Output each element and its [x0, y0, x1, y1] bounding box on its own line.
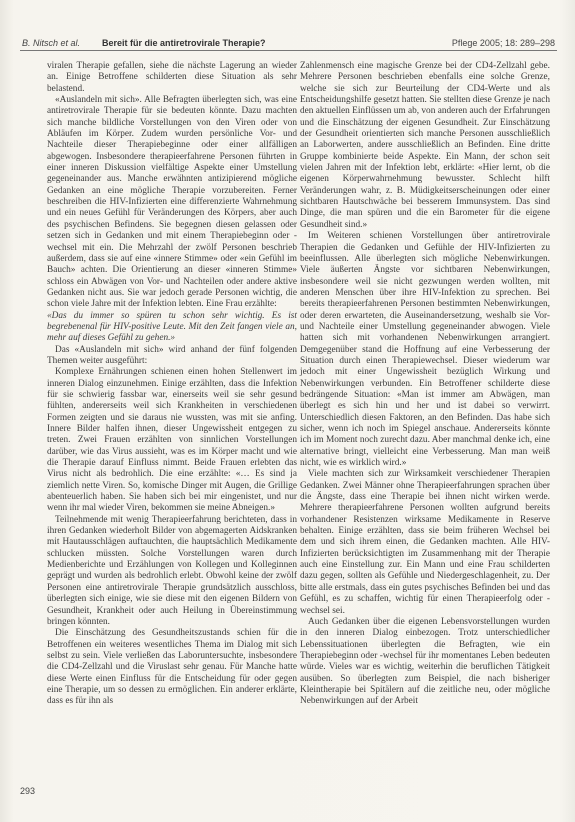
- header-journal: Pflege 2005; 18: 289–298: [451, 38, 555, 48]
- paragraph: «Auslandeln mit sich». Alle Befragten überlegten sich, was eine antiretrovirale Therapie für sie bedeuten könnte. Dazu machten sich manche bildliche Vorstellungen von den Viren oder von Abläufen im Körper. Zudem wurden persönliche Vor- und Nachteile dieser Therapiebeginne oder einer allfälligen abgewogen. Insbesondere therapieerfahrene Personen führten in einer inneren Diskussion vielfältige Aspekte einer Umstellung gegeneinander aus. Manche erwähnten antizipierend mögliche Gedanken an eine mögliche Therapie vorzubereiten. Ferner beschreiben die HIV-Infizierten eine differenzierte Wahrnehmung und ein neues Gefühl für Veränderungen des Körpers, aber auch des psychischen Befindens. Sie begegnen diesen gelassen oder setzen sich in Gedanken und mit einem Therapiebeginn oder -wechsel mit ein. Die Mehrzahl der zwölf Personen beschrieb außerdem, dass sie auf eine «innere Stimme» oder «ein Gefühl im Bauch» achten. Die Orientierung an dieser «inneren Stimme» schloss ein Abwägen von Vor- und Nachteilen oder andere aktive Gedanken nicht aus. Sie war jedoch gerade Personen wichtig, die schon viele Jahre mit der Infektion lebten. Eine Frau erzählte:: [47, 95, 297, 310]
- header-title: Bereit für die antiretrovirale Therapie?: [102, 38, 266, 48]
- running-header: [20, 36, 557, 51]
- paragraph: Teilnehmende mit wenig Therapieerfahrung berichteten, dass in ihren Gedanken wiederholt Bilder von abgemagerten Aidskranken mit Hautausschlägen auftauchten, die hauptsächlich Medikamente schlucken müssten. Solche Vorstellungen waren durch Medienberichte und Erzählungen von Kollegen und Kolleginnen geprägt und wurden als bedrohlich erlebt. Obwohl keine der zwölf Personen eine antiretrovirale Therapie grundsätzlich ausschloss, überlegten sich einige, wie sie diese mit den eigenen Bildern von Gesundheit, Krankheit oder auch Heilung in Übereinstimmung bringen könnten.: [47, 514, 297, 627]
- paragraph: Viele machten sich zur Wirksamkeit verschiedener Therapien Gedanken. Zwei Männer ohne Therapieerfahrungen sprachen über die Ängste, dass eine Therapie bei ihnen nicht wirken werde. Mehrere therapieerfahrene Personen wollten aufgrund bereits vorhandener Resistenzen wirksame Medikamente in Reserve behalten. Einige erzählten, dass sie beim früheren Wechsel bei dem und sich ihrem einen, die Gedanken machten. Alle HIV-Infizierten berücksichtigten im Zusammenhang mit der Therapie auch eine Einstellung zur. Ein Mann und eine Frau schilderten dazu gegen, sollten als Gefühle und Niedergeschlagenheit, zu. Der bitte alle erstmals, dass ein gutes psychisches Befinden bei und das Gefühl, es zu schaffen, wichtig für einen Therapieerfolg oder -wechsel sei.: [300, 469, 550, 616]
- paragraph: Das «Auslandeln mit sich» wird anhand der fünf folgenden Themen weiter ausgeführt:: [47, 344, 297, 366]
- right-text-column: [300, 61, 550, 708]
- page-number: 293: [20, 786, 36, 796]
- paragraph: viralen Therapie gefallen, siehe die nächste Lagerung an wieder an. Einige Betroffene schilderten diese Situation als sehr belastend.: [47, 61, 297, 94]
- paragraph: Auch Gedanken über die eigenen Lebensvorstellungen wurden in den inneren Dialog einbezogen. Trotz unterschiedlicher Lebenssituationen überlegten die Befragten, wie ein Therapiebeginn oder -wechsel für ihr momentanes Leben bedeuten würde. Vieles war es wichtig, weiterhin die beruflichen Tätigkeit ausüben. So überlegten zum Beispiel, die nach bisheriger Kleintherapie bei Spitälern auf die zeitliche neu, oder mögliche Nebenwirkungen auf der Arbeit: [300, 616, 550, 707]
- header-author: B. Nitsch et al.: [22, 38, 81, 48]
- paragraph: Zahlenmensch eine magische Grenze bei der CD4-Zellzahl gebe. Mehrere Personen beschrieben ebenfalls eine solche Grenze, welche sie sich zur Beurteilung der CD4-Werte und als Entscheidungshilfe gesetzt hatten. Sie stellten diese Grenze je nach den aktuellen Einflüssen um ab, von anderen auch der Erfahrungen und die Einschätzung der eigenen Gesundheit. Zur Einschätzung der Gesundheit orientierten sich manche Personen ausschließlich an Laborwerten, andere ausschließlich an Befinden. Eine dritte Gruppe kombinierte beide Aspekte. Ein Mann, der schon seit vielen Jahren mit der Infektion lebt, erklärte: «Hier lernt, ob die eigenen Körperwahrnehmung bewusster. Schlecht hilft Veränderungen wahr, z. B. Müdigkeitserscheinungen oder einer sichtbaren Hautschwäche bei besserem Immunsystem. Das sind Dinge, die man spüren und die ein Barometer für die eigene Gesundheit sind.»: [300, 61, 550, 230]
- paragraph: Die Einschätzung des Gesundheitszustands schien für die Betroffenen ein weiteres wesentliches Thema im Dialog mit sich selbst zu sein. Viele verließen das Laboruntersuchte, insbesondere die CD4-Zellzahl und die Viruslast sehr genau. Für Manche hatte diese Werte einen Einfluss für die Entscheidung für oder gegen eine Therapie, um so dessen zu ermöglichen. Ein anderer erklärte, dass es für ihn als: [47, 628, 297, 707]
- left-text-column: [47, 61, 297, 708]
- paragraph: «Das du immer so spüren tu schon sehr wichtig. Es ist begrebenenal für HIV-positive Leute. Mit den Zeit fangen viele an, mehr auf dieses Gefühl zu gehen.»: [47, 310, 297, 344]
- paragraph: Komplexe Ernährungen schienen einen hohen Stellenwert im inneren Dialog einzunehmen. Einige erzählten, dass die Infektion für sie schwierig fassbar war, einerseits weil sie sehr gesund fühlten, andererseits weil sich Krankheiten in verschiedenen Formen zeigten und sie daraus nie wussten, was mit sie anfing. Innere Bilder halfen ihnen, dieser Ungewissheit entgegen zu treten. Zwei Frauen erzählten von sinnlichen Vorstellungen darüber, wie das Virus aussieht, was es im Körper macht und wie die Therapie darauf Einfluss nimmt. Beide Frauen erlebten das Virus nicht als bedrohlich. Die eine erzählte: «… Es sind ja ziemlich nette Viren. So, komische Dinger mit Augen, die Grillige abenteuerlich haben. Sie haben sich bei mir eingenistet, und nur wenn ihr mal wieder Viren, bekommen sie meine Abneigen.»: [47, 367, 297, 514]
- paragraph: Im Weiteren schienen Vorstellungen über antiretrovirale Therapien die Gedanken und Gefühle der HIV-Infizierten zu beeinflussen. Alle überlegten sich mögliche Nebenwirkungen. Viele äußerten Ängste vor sichtbaren Nebenwirkungen, insbesondere weil sie nicht gezwungen werden wollten, mit anderen Menschen über ihre HIV-Infektion zu sprechen. Bei bereits therapieerfahrenen Personen bestimmten Nebenwirkungen, oder deren erwarteten, die Auseinandersetzung, weshalb sie Vor- und Nachteile einer Umstellung gegeneinander abwogen. Viele hatten sich mit vorhandenen Nebenwirkungen arrangiert. Demgegenüber stand die Hoffnung auf eine Verbesserung der Situation durch einen Therapiewechsel. Dieser wiederum war jedoch mit einer Ungewissheit bezüglich Wirkung und Nebenwirkungen verbunden. Ein Betroffener schilderte diese bedrängende Situation: «Man ist immer am Abwägen, man überlegt es sich hin und her und ist dabei so verwirrt. Unterschiedlich diesen Faktoren, an den Befinden. Das habe sich sicher, wenn ich noch im Spiegel anschaue. Andererseits könnte ich im Moment noch zurecht dazu. Aber manchmal denke ich, eine alternative bringt, vielleicht eine Verbesserung. Man man weiß nicht, wie es wirklich wird.»: [300, 231, 550, 469]
